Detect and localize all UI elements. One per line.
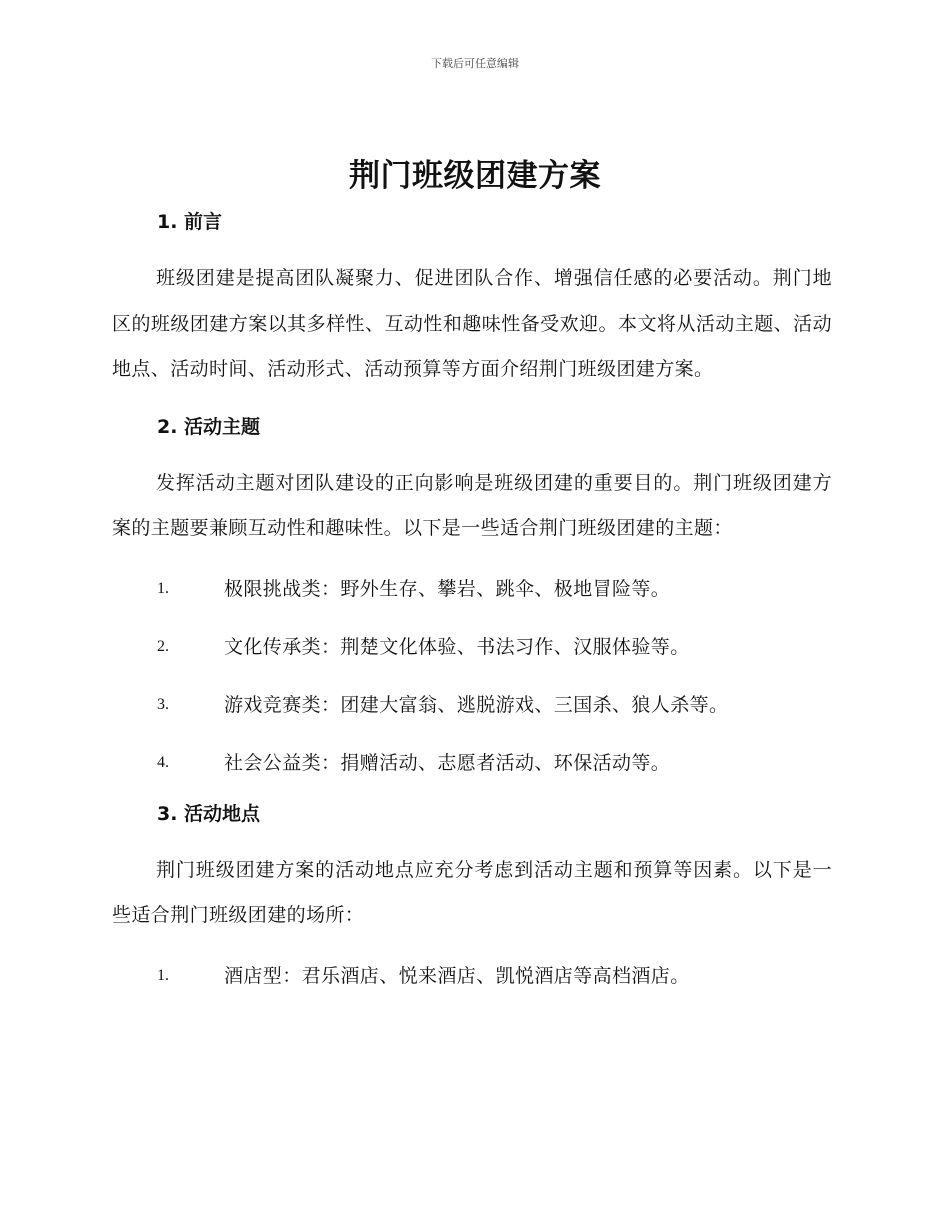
list-text: 社会公益类：捐赠活动、志愿者活动、环保活动等。 [224,751,671,774]
venue-list [112,947,832,1005]
list-text: 文化传承类：荆楚文化体验、书法习作、汉服体验等。 [224,635,690,658]
list-text: 极限挑战类：野外生存、攀岩、跳伞、极地冒险等。 [224,577,671,600]
section-heading-venue: 3. 活动地点 [157,802,261,825]
theme-list [112,560,832,792]
section-paragraph-venue: 荆门班级团建方案的活动地点应充分考虑到活动主题和预算等因素。以下是一些适合荆门班级团建的场所： [112,858,832,926]
section-heading-preface: 1. 前言 [157,211,223,233]
document-title: 荆门班级团建方案 [349,158,601,194]
section-paragraph-preface: 班级团建是提高团队凝聚力、促进团队合作、增强信任感的必要活动。荆门地区的班级团建方案以其多样性、互动性和趣味性备受欢迎。本文将从活动主题、活动地点、活动时间、活动形式、活动预算等方面介绍荆门班级团建方案。 [112,267,832,380]
list-number: 2. [157,637,169,655]
list-item [112,676,832,734]
list-text: 酒店型：君乐酒店、悦来酒店、凯悦酒店等高档酒店。 [224,964,690,987]
list-number: 1. [157,966,169,984]
list-item [112,618,832,676]
list-item [112,560,832,618]
document-body [112,200,832,1005]
section-paragraph-theme: 发挥活动主题对团队建设的正向影响是班级团建的重要目的。荆门班级团建方案的主题要兼顾互动性和趣味性。以下是一些适合荆门班级团建的主题： [112,471,832,539]
section-heading-theme: 2. 活动主题 [157,415,261,438]
list-item [112,734,832,792]
list-item [112,947,832,1005]
list-number: 3. [157,695,169,713]
list-number: 1. [157,579,169,597]
list-number: 4. [157,753,169,771]
header-note: 下载后可任意编辑 [431,57,519,70]
list-text: 游戏竞赛类：团建大富翁、逃脱游戏、三国杀、狼人杀等。 [224,693,729,716]
